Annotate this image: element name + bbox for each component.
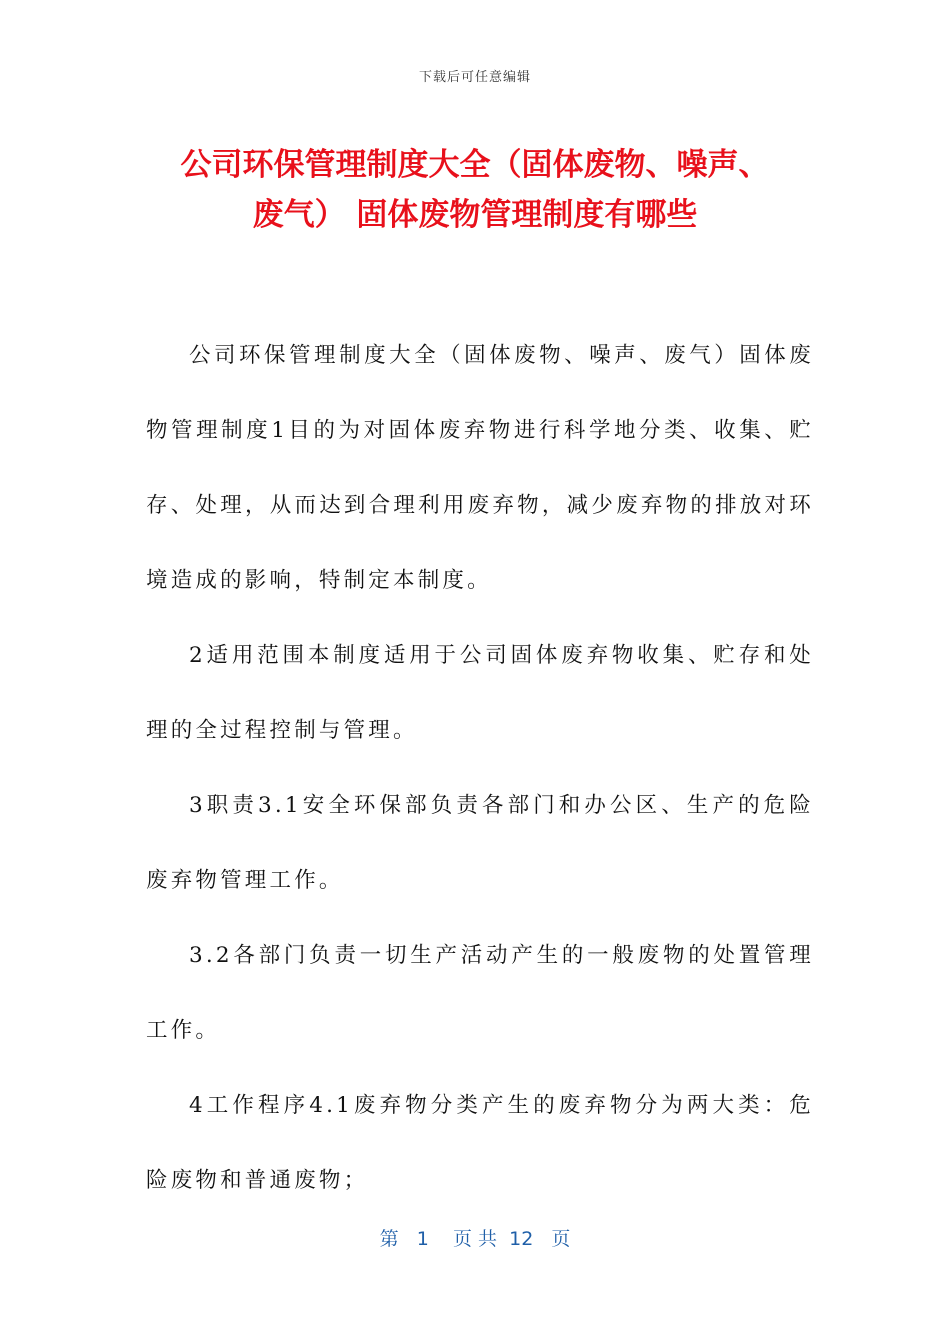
document-body [146, 318, 814, 1218]
title-line-2: 废气） 固体废物管理制度有哪些 [252, 197, 698, 233]
paragraph-4: 3.2各部门负责一切生产活动产生的一般废物的处置管理工作。 [146, 943, 814, 1043]
page-footer [0, 1224, 950, 1251]
paragraph-2: 2适用范围本制度适用于公司固体废弃物收集、贮存和处理的全过程控制与管理。 [146, 643, 814, 743]
footer-label-page: 第 [379, 1228, 399, 1250]
footer-total-pages: 12 [509, 1228, 534, 1250]
footer-label-of: 页 共 [452, 1228, 498, 1250]
footer-label-end: 页 [551, 1228, 571, 1250]
document-title [130, 140, 820, 240]
paragraph-3: 3职责3.1安全环保部负责各部门和办公区、生产的危险废弃物管理工作。 [146, 793, 814, 893]
title-line-1: 公司环保管理制度大全（固体废物、噪声、 [180, 147, 770, 183]
footer-current-page: 1 [416, 1228, 429, 1250]
paragraph-1: 公司环保管理制度大全（固体废物、噪声、废气）固体废物管理制度1目的为对固体废弃物进行科学地分类、收集、贮存、处理，从而达到合理利用废弃物，减少废弃物的排放对环境造成的影响，特制定本制度。 [146, 343, 814, 593]
paragraph-5: 4工作程序4.1废弃物分类产生的废弃物分为两大类：危险废物和普通废物； [146, 1093, 814, 1193]
header-note: 下载后可任意编辑 [418, 70, 531, 85]
